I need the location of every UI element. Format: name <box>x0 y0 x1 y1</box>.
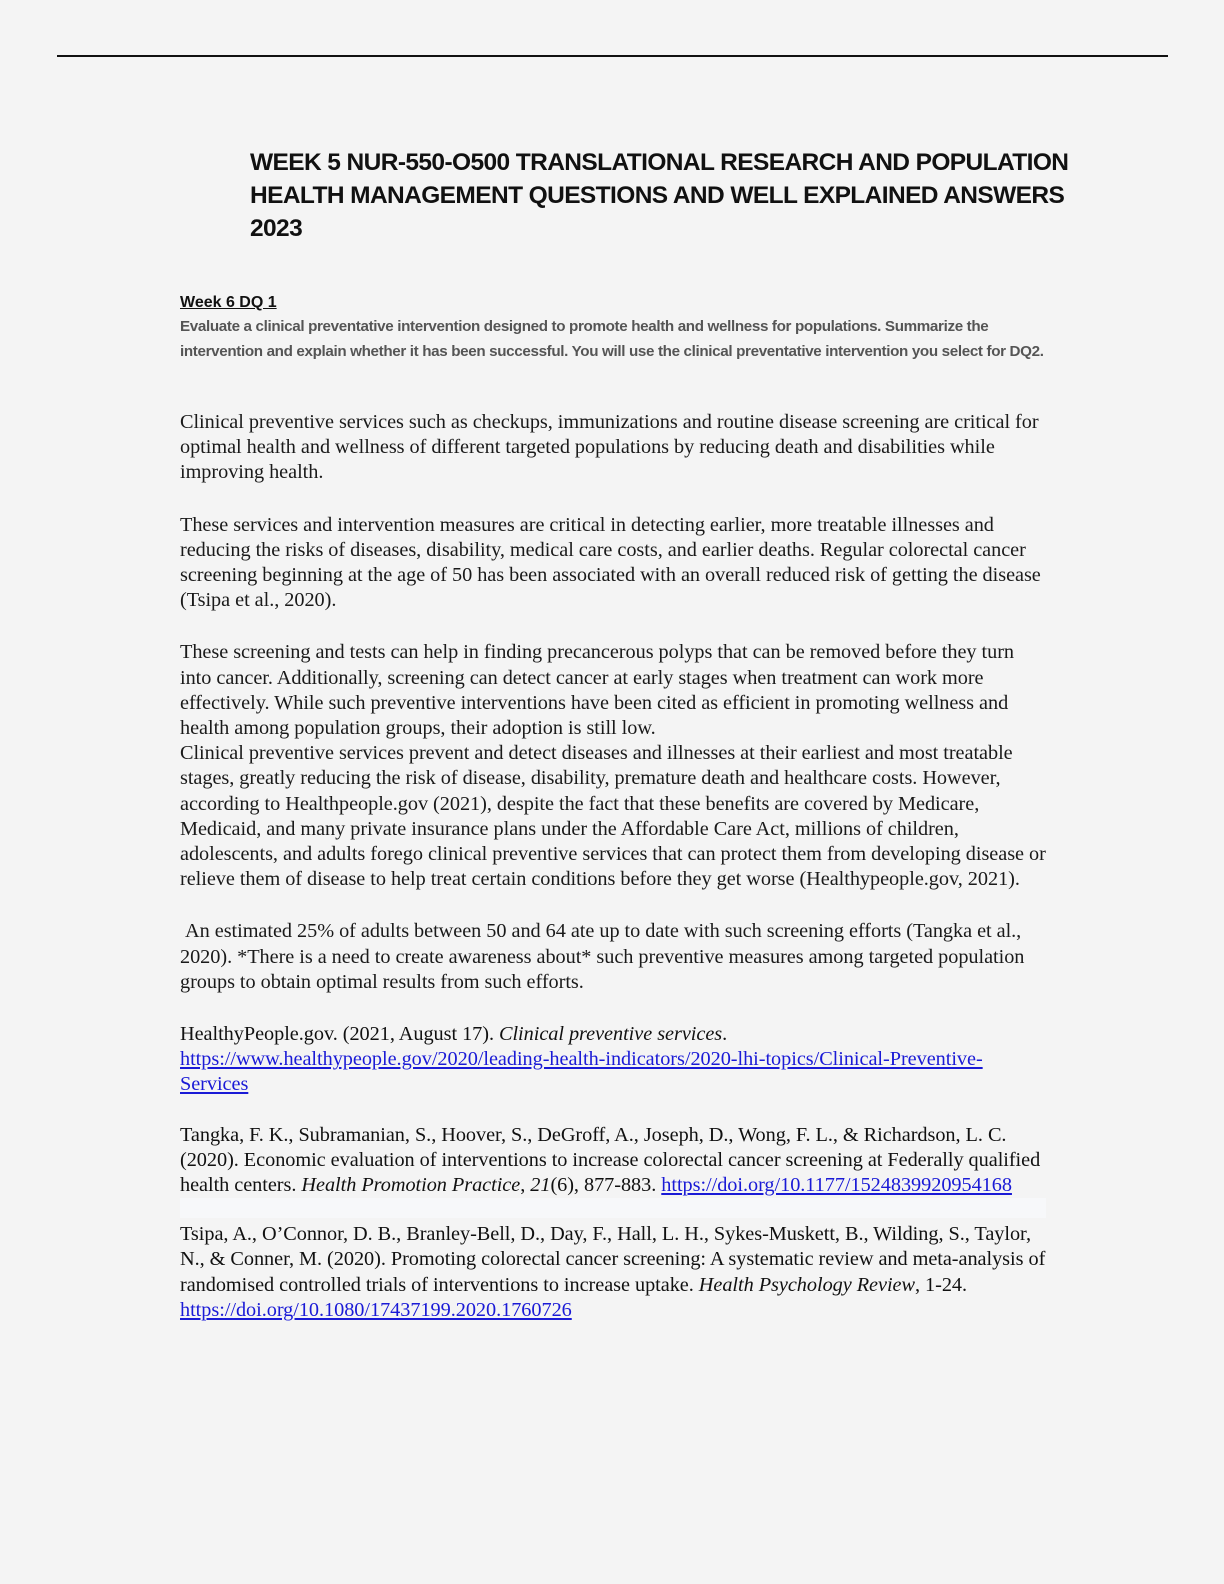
reference-doi-link[interactable]: https://doi.org/10.1177/1524839920954168 <box>661 1174 1012 1197</box>
reference-citation: Tsipa, A., O’Connor, D. B., Branley-Bell, D., Day, F., Hall, L. H., Sykes-Muskett, B., Wilding, S., Taylor, N., & Conner, M. (2020). Promoting colorectal cancer screening: A systematic review and meta-analysis of randomised controlled trials of interventions to increase uptake. <box>180 1223 1046 1296</box>
reference-journal: Health Promotion Practice <box>301 1174 521 1197</box>
reference-pages: , 1-24. <box>914 1273 968 1296</box>
reference-tsipa <box>180 1222 1048 1323</box>
reference-punct: , <box>520 1174 531 1197</box>
reference-pages: (6), 877-883. <box>550 1174 662 1197</box>
discussion-prompt: Evaluate a clinical preventative intervention designed to promote health and wellness for populations. Summarize the intervention and explain whether it has been successful. You will use the clinical preventative intervention you select for DQ2. <box>180 318 1044 360</box>
reference-volume: 21 <box>530 1174 551 1197</box>
reference-citation: Tangka, F. K., Subramanian, S., Hoover, S., DeGroff, A., Joseph, D., Wong, F. L., & Richardson, L. C. (2020). Economic evaluation of interventions to increase colorectal cancer screening at Federally qualified health centers. <box>180 1123 1041 1197</box>
reference-doi-link[interactable]: https://doi.org/10.1080/17437199.2020.1760726 <box>180 1298 572 1321</box>
reference-title: Clinical preventive services <box>499 1023 723 1046</box>
discussion-heading: Week 6 DQ 1 <box>180 294 277 311</box>
paragraph-adoption: An estimated 25% of adults between 50 and 64 ate up to date with such screening efforts (Tangka et al., 2020). *There is a need to create awareness about* such preventive measures among targeted population groups to obtain optimal results from such efforts. <box>180 920 1030 993</box>
highlight-band <box>180 1198 1046 1218</box>
paragraph-screening: These screening and tests can help in finding precancerous polyps that can be removed before they turn into cancer. Additionally, screening can detect cancer at early stages when treatment can work more effectively. While such preventive interventions have been cited as efficient in promoting wellness and health among population groups, their adoption is still low. <box>180 641 1015 740</box>
reference-tangka <box>180 1123 1048 1199</box>
document-title: WEEK 5 NUR-550-O500 TRANSLATIONAL RESEARCH AND POPULATION HEALTH MANAGEMENT QUESTIONS AND WELL EXPLAINED ANSWERS 2023 <box>250 149 1069 242</box>
reference-punct: . <box>722 1023 728 1046</box>
paragraph-intro: Clinical preventive services such as checkups, immunizations and routine disease screening are critical for optimal health and wellness of different targeted populations by reducing death and disabilities while improving health. <box>180 411 1039 484</box>
paragraph-services: These services and intervention measures are critical in detecting earlier, more treatable illnesses and reducing the risks of diseases, disability, medical care costs, and earlier deaths. Regular colorectal cancer screening beginning at the age of 50 has been associated with an overall reduced risk of getting the disease (Tsipa et al., 2020). <box>180 513 1041 612</box>
reference-journal: Health Psychology Review <box>698 1273 915 1296</box>
header-rule <box>57 55 1168 57</box>
reference-link[interactable]: https://www.healthypeople.gov/2020/leading-health-indicators/2020-lhi-topics/Clinical-Preventive-Services <box>180 1048 983 1096</box>
reference-author-date: HealthyPeople.gov. (2021, August 17). <box>180 1023 499 1046</box>
reference-healthypeople <box>180 1022 1048 1098</box>
document-body <box>180 292 1048 1323</box>
paragraph-coverage: Clinical preventive services prevent and detect diseases and illnesses at their earliest and most treatable stages, greatly reducing the risk of disease, disability, premature death and healthcare costs. However, according to Healthpeople.gov (2021), despite the fact that these benefits are covered by Medicare, Medicaid, and many private insurance plans under the Affordable Care Act, millions of children, adolescents, and adults forego clinical preventive services that can protect them from developing disease or relieve them of disease to help treat certain conditions before they get worse (Healthypeople.gov, 2021). <box>180 742 1046 891</box>
